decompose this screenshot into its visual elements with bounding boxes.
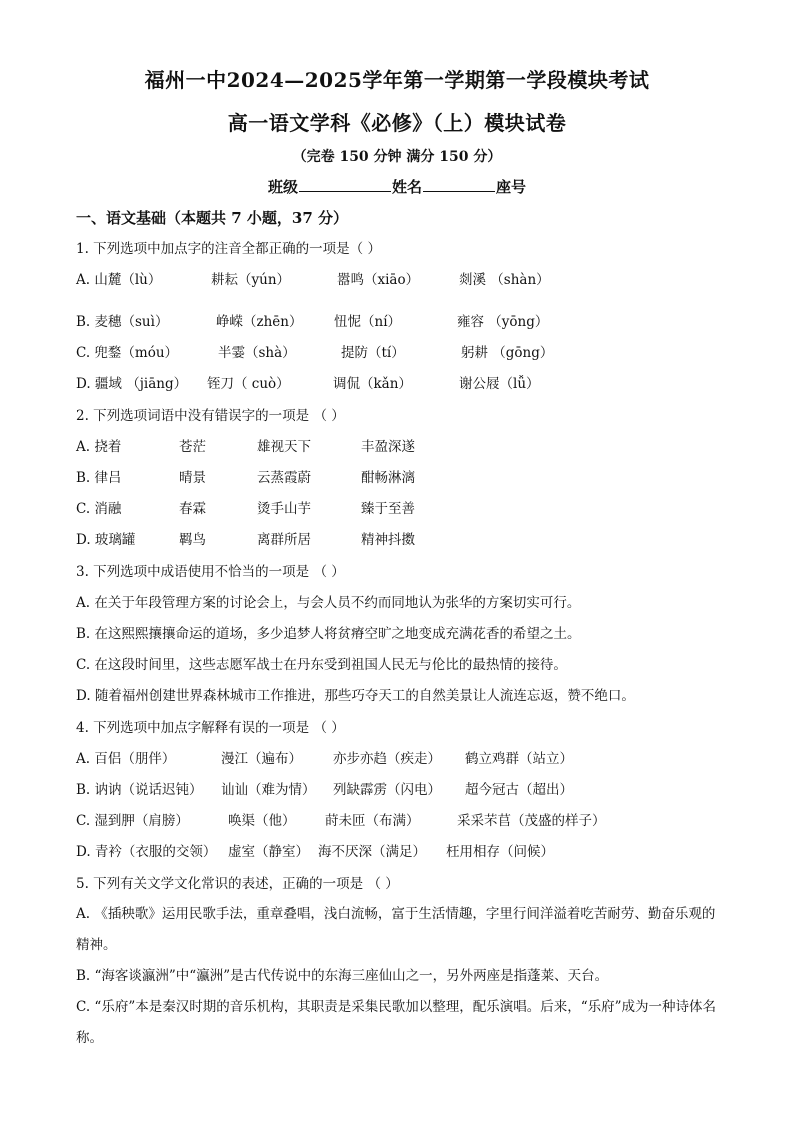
exam-subtitle: 高一语文学科《必修》（上）模块试卷 [227,111,567,135]
name-blank[interactable] [423,190,495,192]
option-item: 雍容 （yōng） [457,314,549,330]
option-item: 虚室（静室） [228,844,309,860]
option-item: 枉用相存（问候） [446,844,554,860]
option-item: 忸怩（ní） [334,314,402,330]
option-item: A. 《插秧歌》运用民歌手法，重章叠唱，浅白流畅，富于生活情趣，字里行间洋溢着吃苦耐劳、勤奋乐观的精神。 [76,906,716,953]
option-item: 烫手山芋 [257,501,311,517]
option-item: B. 麦穗（suì） [76,314,169,330]
option-item: 离群所居 [257,532,311,548]
option-item: 精神抖擞 [361,532,415,548]
option-item: 莳未匝（布满） [325,813,420,829]
student-info-row [0,176,794,197]
option-item: 酣畅淋漓 [361,470,415,486]
question-3-stem: 3. 下列选项中成语使用不恰当的一项是 （ ） [76,564,345,580]
option-item: 列缺霹雳（闪电） [333,782,441,798]
option-item: 提防（tí） [341,345,405,361]
option-item: 耕耘（yún） [211,272,291,288]
option-item: 躬耕 （gōng） [461,345,554,361]
option-item: 谢公屐（lǚ） [459,376,540,392]
question-4-stem: 4. 下列选项中加点字解释有误的一项是 （ ） [76,720,345,736]
option-item: 春霖 [179,501,206,517]
option-item: D. 疆域 （jiāng） [76,376,188,392]
option-item: 铚刀（ cuò） [207,376,290,392]
class-blank[interactable] [299,190,391,192]
option-item: 剡溪 （shàn） [459,272,550,288]
question-2-stem: 2. 下列选项词语中没有错误字的一项是 （ ） [76,408,345,424]
option-item: 羁鸟 [179,532,206,548]
option-item: 苍茫 [179,439,206,455]
option-item: A. 挠着 [76,439,122,455]
option-item: C. 消融 [76,501,122,517]
option-item: 超今冠古（超出） [465,782,573,798]
seat-label: 座号 [496,178,527,196]
name-label: 姓名 [391,178,422,196]
option-item: 半霎（shà） [218,345,296,361]
option-item: 丰盈深遂 [361,439,415,455]
option-item: 海不厌深（满足） [318,844,426,860]
option-item: 云蒸霞蔚 [257,470,311,486]
option-item: 臻于至善 [361,501,415,517]
option-item: C. 湿到胛（肩膀） [76,813,189,829]
exam-title: 福州一中2024—2025学年第一学期第一学段模块考试 [144,68,650,92]
option-item: C. “乐府”本是秦汉时期的音乐机构，其职责是采集民歌加以整理，配乐演唱。后来，“乐府”成为一种诗体名称。 [76,999,717,1046]
option-item: C. 兜鍪（móu） [76,345,179,361]
option-item: D. 青衿（衣服的交领） [76,844,217,860]
option-item: A. 百侣（朋伴） [76,751,176,767]
option-item: 鹤立鸡群（站立） [465,751,573,767]
option-item: B. 讷讷（说话迟钝） [76,782,203,798]
section-heading: 一、语文基础（本题共 7 小题，37 分） [76,209,348,227]
option-item: D. 随着福州创建世界森林城市工作推进，那些巧夺天工的自然美景让人流连忘返，赞不绝口。 [76,688,635,704]
option-item: 晴景 [179,470,206,486]
option-item: 雄视天下 [257,439,311,455]
option-item: D. 玻璃罐 [76,532,136,548]
option-item: B. “海客谈瀛洲”中“瀛洲”是古代传说中的东海三座仙山之一，另外两座是指蓬莱、天台。 [76,968,609,984]
option-item: 亦步亦趋（疾走） [333,751,441,767]
option-item: 调侃（kǎn） [333,376,412,392]
option-item: A. 在关于年段管理方案的讨论会上，与会人员不约而同地认为张华的方案切实可行。 [76,595,581,611]
option-item: 嚣鸣（xiāo） [337,272,420,288]
option-item: B. 律吕 [76,470,122,486]
question-5-stem: 5. 下列有关文学文化常识的表述，正确的一项是 （ ） [76,876,399,892]
class-label: 班级 [267,178,298,196]
option-item: 唤渠（他） [228,813,296,829]
option-item: A. 山麓（lù） [76,272,162,288]
option-item: B. 在这熙熙攘攘命运的道场，多少追梦人将贫瘠空旷之地变成充满花香的希望之土。 [76,626,581,642]
option-item: 漫江（遍布） [221,751,302,767]
exam-meta: （完卷 150 分钟 满分 150 分） [292,149,502,165]
option-item: 采采芣苢（茂盛的样子） [457,813,606,829]
option-item: 峥嵘（zhēn） [216,314,303,330]
option-item: 讪讪（难为情） [221,782,316,798]
question-1-stem: 1. 下列选项中加点字的注音全都正确的一项是（ ） [76,241,381,257]
option-item: C. 在这段时间里，这些志愿军战士在丹东受到祖国人民无与伦比的最热情的接待。 [76,657,567,673]
